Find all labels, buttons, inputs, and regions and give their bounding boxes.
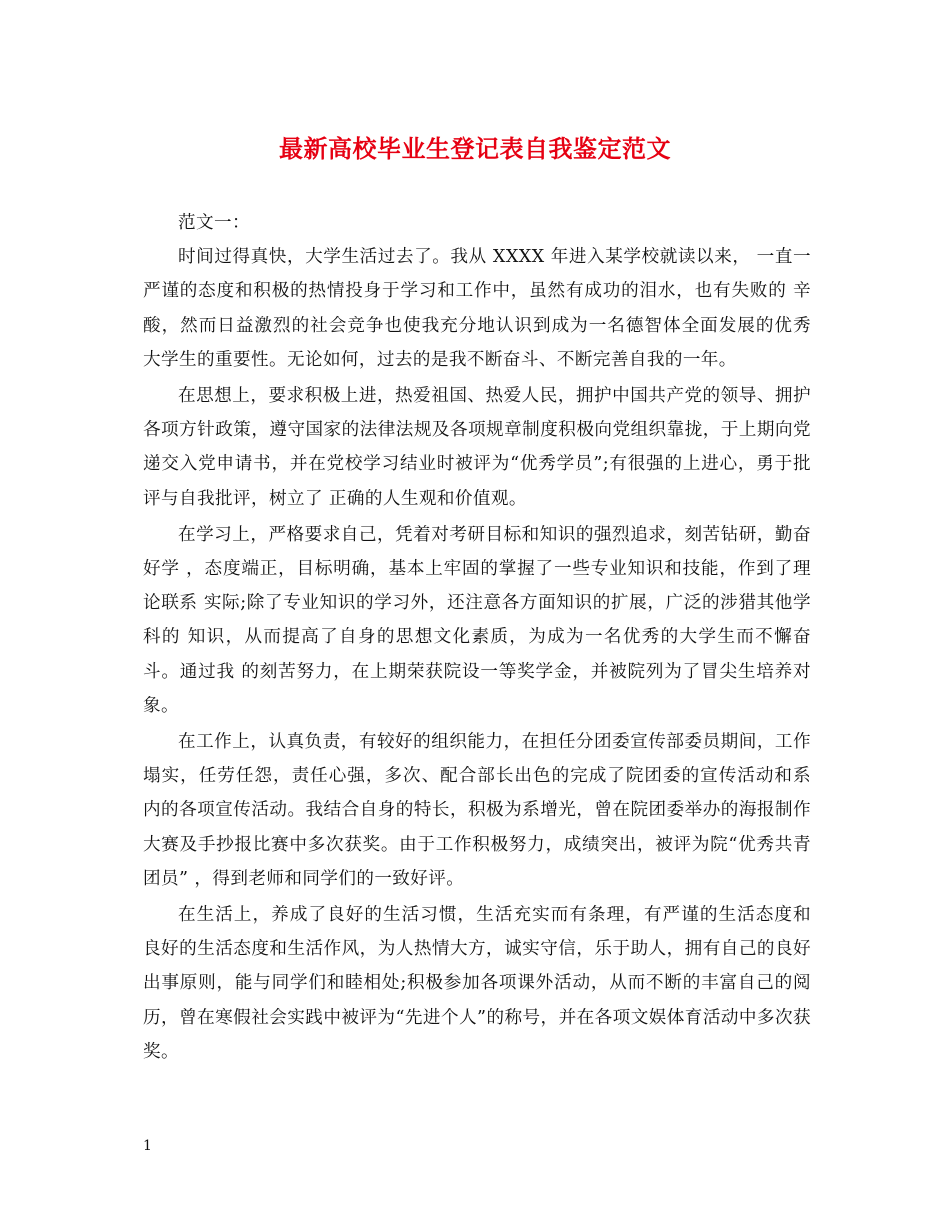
paragraph-intro: 时间过得真快，大学生活过去了。我从 XXXX 年进入某学校就读以来， 一直一严谨的态度和积极的热情投身于学习和工作中，虽然有成功的泪水，也有失败的 辛酸，然而日益激烈的社会竞争也使我充分地认识到成为一名德智体全面发展的优秀 大学生的重要性。无论如何，过去的是我不断奋斗、不断完善自我的一年。 bbox=[143, 247, 811, 370]
paragraph-study: 在学习上，严格要求自己，凭着对考研目标和知识的强烈追求，刻苦钻研，勤奋好学 ，态度端正，目标明确，基本上牢固的掌握了一些专业知识和技能，作到了理论联系 实际;除了专业知识的学习外，还注意各方面知识的扩展，广泛的涉猎其他学科的 知识，从而提高了自身的思想文化素质，为成为一名优秀的大学生而不懈奋斗。通过我 的刻苦努力，在上期荣获院设一等奖学金，并被院列为了冒尖生培养对象。 bbox=[143, 524, 811, 716]
document-title: 最新高校毕业生登记表自我鉴定范文 bbox=[279, 134, 671, 163]
paragraph-thought: 在思想上，要求积极上进，热爱祖国、热爱人民，拥护中国共产党的领导、拥护 各项方针政策，遵守国家的法律法规及各项规章制度积极向党组织靠拢，于上期向党递交入党申请书，并在党校学习结业时被评为“优秀学员”;有很强的上进心，勇于批评与自我批评，树立了 正确的人生观和价值观。 bbox=[143, 386, 811, 509]
document-body bbox=[143, 206, 811, 1071]
paragraph-work: 在工作上，认真负责，有较好的组织能力，在担任分团委宣传部委员期间，工作 塌实，任劳任怨，责任心强，多次、配合部长出色的完成了院团委的宣传活动和系 内的各项宣传活动。我结合自身的特长，积极为系增光，曾在院团委举办的海报制作 大赛及手抄报比赛中多次获奖。由于工作积极努力，成绩突出，被评为院“优秀共青团员” ，得到老师和同学们的一致好评。 bbox=[143, 732, 811, 889]
section-label: 范文一： bbox=[178, 213, 250, 233]
page-number: 1 bbox=[143, 1138, 152, 1154]
paragraph-life: 在生活上，养成了良好的生活习惯，生活充实而有条理，有严谨的生活态度和 良好的生活态度和生活作风，为人热情大方，诚实守信，乐于助人，拥有自己的良好 出事原则，能与同学们和睦相处;积极参加各项课外活动，从而不断的丰富自己的阅历，曾在寒假社会实践中被评为“先进个人”的称号，并在各项文娱体育活动中多次获奖。 bbox=[143, 905, 811, 1062]
